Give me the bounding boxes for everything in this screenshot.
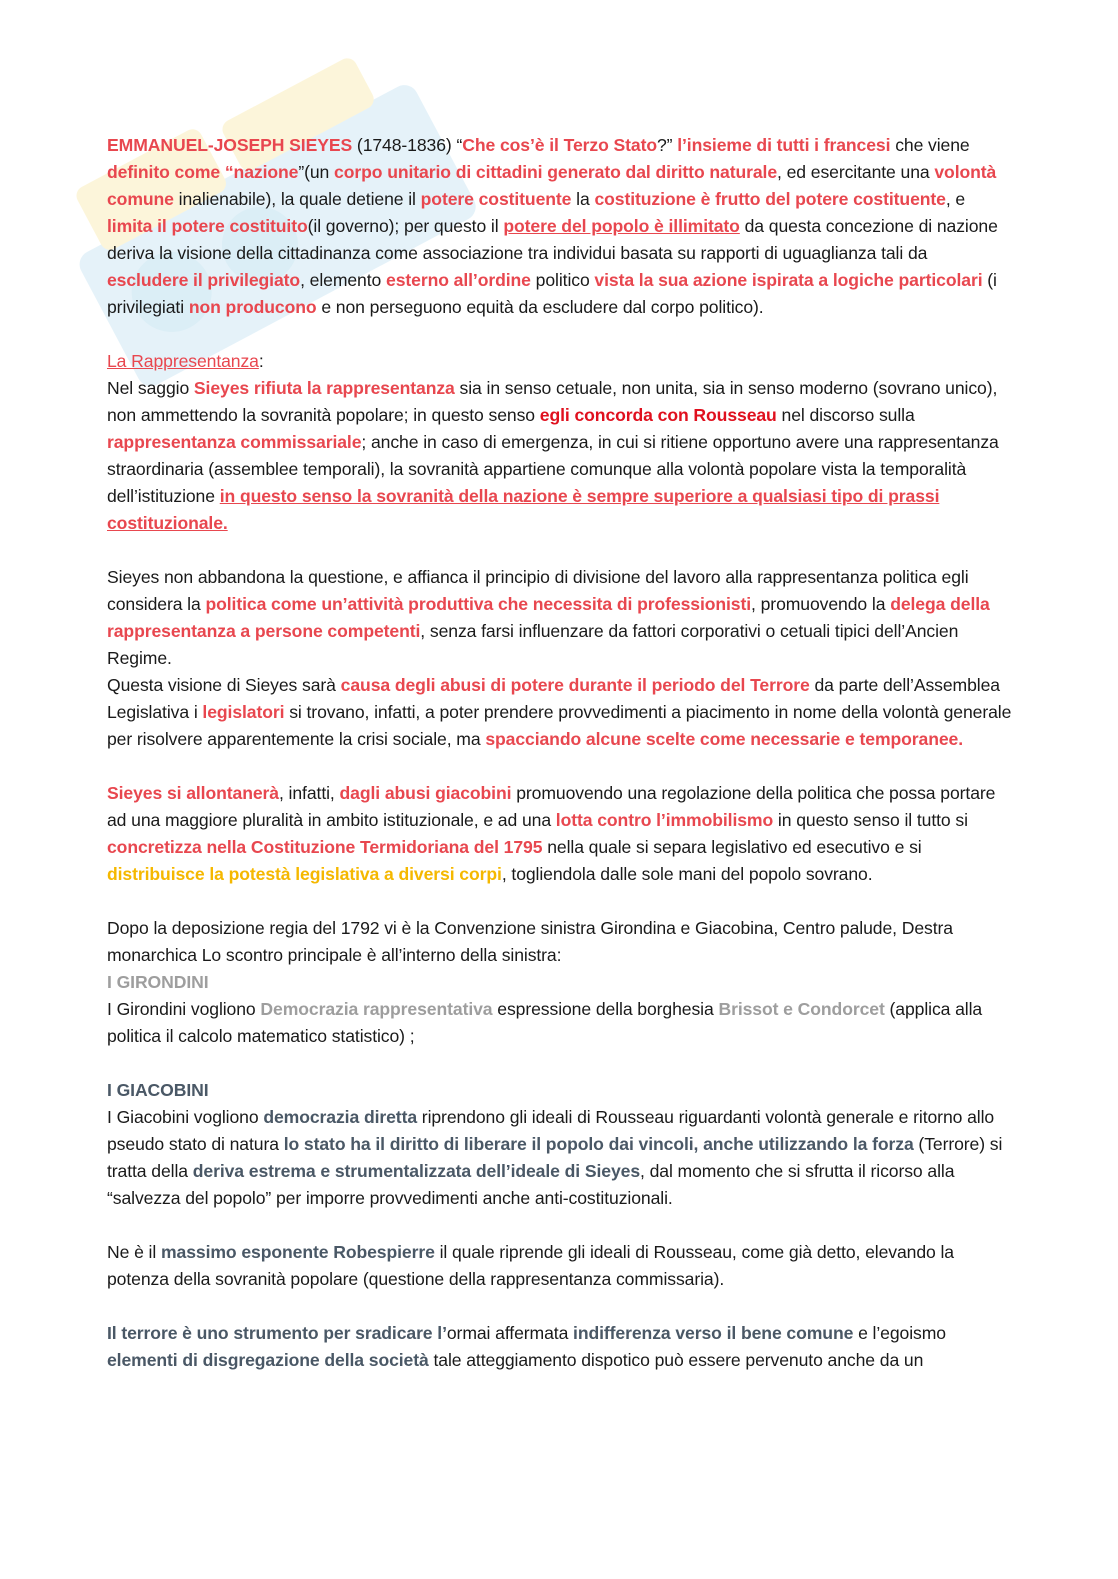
- paragraph-girondini: I Girondini vogliono Democrazia rappresentativa espressione della borghesia Brissot e Condorcet (applica alla politica il calcolo matematico statistico) ;: [107, 999, 983, 1046]
- section-heading-giacobini: I GIACOBINI: [107, 1080, 209, 1100]
- paragraph-terrore-abusi: Questa visione di Sieyes sarà causa degli abusi di potere durante il periodo del Terrore da parte dell’Assemblea Legislativa i legislatori si trovano, infatti, a poter prendere provvedimenti a piacimento in nome della volontà generale per risolvere apparentemente la crisi sociale, ma spacciando alcune scelte come necessarie e temporanee.: [107, 675, 1012, 749]
- paragraph-divisione-lavoro: Sieyes non abbandona la questione, e affianca il principio di divisione del lavoro alla rappresentanza politica egli considera la politica come un’attività produttiva che necessita di professionisti, promuovendo la delega della rappresentanza a persone competenti, senza farsi influenzare da fattori corporativi o cetuali tipici dell’Ancien Regime.: [107, 567, 990, 668]
- author-name: EMMANUEL-JOSEPH SIEYES: [107, 135, 353, 155]
- paragraph-sieyes-intro: EMMANUEL-JOSEPH SIEYES (1748-1836) “Che cos’è il Terzo Stato?” l’insieme di tutti i francesi che viene definito come “nazione”(un corpo unitario di cittadini generato dal diritto naturale, ed esercitante una volontà comune inalienabile), la quale detiene il potere costituente la costituzione è frutto del potere costituente, e limita il potere costituito(il governo); per questo il potere del popolo è illimitato da questa concezione di nazione deriva la visione della cittadinanza come associazione tra individui basata su rapporti di uguaglianza tali da escludere il privilegiato, elemento esterno all’ordine politico vista la sua azione ispirata a logiche particolari (i privilegiati non producono e non perseguono equità da escludere dal corpo politico).: [107, 135, 998, 317]
- paragraph-giacobini: I Giacobini vogliono democrazia diretta riprendono gli ideali di Rousseau riguardanti volontà generale e ritorno allo pseudo stato di natura lo stato ha il diritto di liberare il popolo dai vincoli, anche utilizzando la forza (Terrore) si tratta della deriva estrema e strumentalizzata dell’ideale di Sieyes, dal momento che si sfrutta il ricorso alla “salvezza del popolo” per imporre provvedimenti anche anti-costituzionali.: [107, 1107, 1003, 1208]
- essay-title: Che cos’è il Terzo Stato: [462, 135, 657, 155]
- paragraph-rappresentanza: Nel saggio Sieyes rifiuta la rappresentanza sia in senso cetuale, non unita, sia in senso moderno (sovrano unico), non ammettendo la sovranità popolare; in questo senso egli concorda con Rousseau nel discorso sulla rappresentanza commissariale; anche in caso di emergenza, in cui si ritiene opportuno avere una rappresentanza straordinaria (assemblee temporali), la sovranità appartiene comunque alla volontà popolare vista la temporalità dell’istituzione in questo senso la sovranità della nazione è sempre superiore a qualsiasi tipo di prassi costituzionale.: [107, 378, 999, 533]
- paragraph-robespierre: Ne è il massimo esponente Robespierre il quale riprende gli ideali di Rousseau, come già detto, elevando la potenza della sovranità popolare (questione della rappresentanza commissaria).: [107, 1242, 954, 1289]
- section-heading-girondini: I GIRONDINI: [107, 972, 209, 992]
- document-body: [107, 132, 1012, 1374]
- paragraph-convenzione: Dopo la deposizione regia del 1792 vi è la Convenzione sinistra Girondina e Giacobina, Centro palude, Destra monarchica Lo scontro principale è all’interno della sinistra:: [107, 918, 953, 965]
- section-heading-rappresentanza: La Rappresentanza:: [107, 351, 264, 371]
- paragraph-costituzione-termidoriana: Sieyes si allontanerà, infatti, dagli abusi giacobini promuovendo una regolazione della politica che possa portare ad una maggiore pluralità in ambito istituzionale, e ad una lotta contro l’immobilismo in questo senso il tutto si concretizza nella Costituzione Termidoriana del 1795 nella quale si separa legislativo ed esecutivo e si distribuisce la potestà legislativa a diversi corpi, togliendola dalle sole mani del popolo sovrano.: [107, 783, 996, 884]
- paragraph-terrore: Il terrore è uno strumento per sradicare l’ormai affermata indifferenza verso il bene comune e l’egoismo elementi di disgregazione della società tale atteggiamento dispotico può essere pervenuto anche da un: [107, 1323, 946, 1370]
